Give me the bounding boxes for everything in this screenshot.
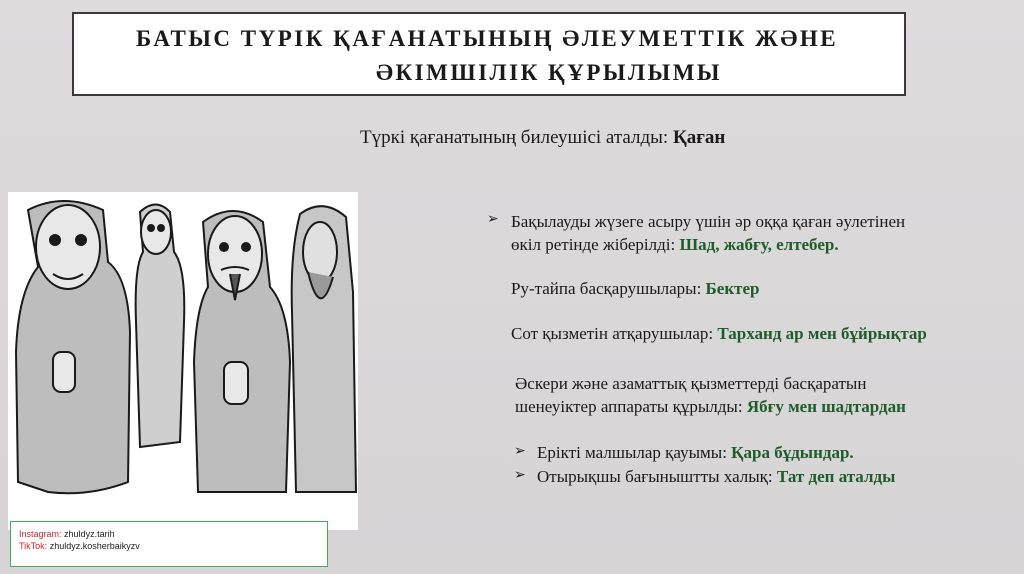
- stone-statues-drawing: [8, 192, 358, 530]
- bullet-5: [537, 442, 854, 464]
- subtitle-value: Қаған: [672, 127, 726, 148]
- check-arrow-icon: ➢: [514, 443, 526, 459]
- title-line-2: ӘКІМШІЛІК ҚҰРЫЛЫМЫ: [376, 60, 722, 85]
- bullet-4-value: Ябғу мен шадтардан: [746, 397, 906, 416]
- title-box: [72, 12, 906, 96]
- check-arrow-icon: ➢: [514, 467, 526, 483]
- bullet-6: [537, 466, 895, 488]
- bullet-3: [511, 323, 927, 345]
- bullet-5-prefix: Ерікті малшылар қауымы:: [537, 443, 727, 462]
- bullet-2-prefix: Ру-тайпа басқарушылары:: [511, 279, 702, 298]
- bullet-1-line-1: Бақылауды жүзеге асыру үшін әр оққа қаған әулетінен: [511, 212, 906, 231]
- instagram-credit: [19, 528, 327, 540]
- bullet-4-prefix: шенеуіктер аппараты құрылды:: [515, 397, 743, 416]
- subtitle-prefix: Түркі қағанатының билеушісі аталды:: [360, 127, 669, 148]
- social-credits-box: [10, 521, 328, 567]
- statue-2-face: [141, 210, 171, 254]
- instagram-handle[interactable]: zhuldyz.tarih: [64, 529, 115, 539]
- tiktok-handle[interactable]: zhuldyz.kosherbaikyzv: [49, 541, 140, 551]
- instagram-label: Instagram:: [19, 529, 62, 539]
- bullet-3-value: Тарханд ар мен бұйрықтар: [717, 324, 927, 343]
- bullet-5-value: Қара бұдындар.: [731, 443, 854, 462]
- stone-statues-illustration: [8, 192, 358, 530]
- statue-1-face: [36, 205, 100, 289]
- tiktok-label: TikTok:: [19, 541, 48, 551]
- tiktok-credit: [19, 540, 327, 552]
- bullet-1-value: Шад, жабғу, елтебер.: [679, 235, 839, 254]
- bullet-3-prefix: Сот қызметін атқарушылар:: [511, 324, 714, 343]
- title-line-1: БАТЫС ТҮРІК ҚАҒАНАТЫНЫҢ ӘЛЕУМЕТТІК ЖӘНЕ: [136, 26, 839, 51]
- bullet-1-line-2: [511, 234, 839, 256]
- bullet-2: [511, 278, 759, 300]
- subtitle: [360, 127, 725, 149]
- arrow-bullet-icon: ➢: [487, 211, 499, 227]
- bullet-1-prefix: өкіл ретінде жіберілді:: [511, 235, 676, 254]
- bullet-4-line-1: Әскери және азаматтық қызметтерді басқаратын: [515, 374, 867, 393]
- bullet-6-prefix: Отырықшы бағыныштты халық:: [537, 467, 773, 486]
- bullet-2-value: Бектер: [705, 279, 760, 298]
- bullet-4-line-2: [515, 396, 906, 418]
- bullet-6-value: Тат деп аталды: [776, 467, 896, 486]
